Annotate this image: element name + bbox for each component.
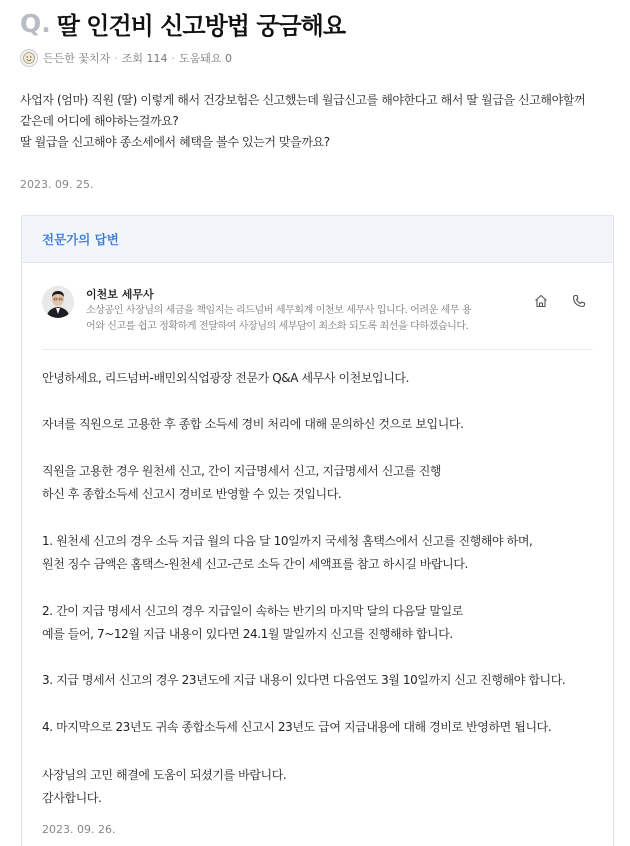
expert-description-line: 어와 신고를 쉽고 정확하게 전달하여 사장님의 세부담이 최소화 되도록 최선을 다하겠습니다. <box>86 321 469 332</box>
question-title-row <box>20 6 345 40</box>
answer-body-line: 4. 마지막으로 23년도 귀속 종합소득세 신고시 23년도 급여 지급내용에 대해 경비로 반영하면 됩니다. <box>42 720 552 734</box>
author-name[interactable]: 든든한 꽃치자 <box>43 52 111 65</box>
answer-body-line: 3. 지급 명세서 신고의 경우 23년도에 지급 내용이 있다면 다음연도 3월 10일까지 신고 진행해야 합니다. <box>42 673 566 687</box>
question-body-line: 같은데 어디에 해야하는걸까요? <box>20 114 179 128</box>
answer-card <box>21 215 614 846</box>
meta-separator: · <box>114 51 118 65</box>
answer-date: 2023. 09. 26. <box>42 823 116 836</box>
expert-avatar[interactable] <box>42 286 74 318</box>
question-title: 딸 인건비 신고방법 궁금해요 <box>56 11 346 40</box>
question-date: 2023. 09. 25. <box>20 178 94 191</box>
answer-body-line: 자녀를 직원으로 고용한 후 종합 소득세 경비 처리에 대해 문의하신 것으로 보입니다. <box>42 417 464 431</box>
answer-body-line: 감사합니다. <box>42 791 102 805</box>
expert-profile <box>42 286 593 350</box>
answer-body-line: 하신 후 종합소득세 신고시 경비로 반영할 수 있는 것입니다. <box>42 487 342 501</box>
expert-description <box>86 303 516 335</box>
answer-body-line: 원천 징수 금액은 홈택스-원천세 신고-근로 소득 간이 세액표를 참고 하시길 바랍니다. <box>42 557 468 571</box>
expert-name[interactable]: 이천보 세무사 <box>86 288 154 301</box>
user-avatar-icon[interactable] <box>20 49 38 67</box>
answer-body-line: 안녕하세요, 리드넘버-배민외식업광장 전문가 Q&A 세무사 이천보입니다. <box>42 371 410 385</box>
answer-header: 전문가의 답변 <box>22 216 613 263</box>
question-body <box>20 90 620 153</box>
answer-body-line: 예를 들어, 7~12월 지급 내용이 있다면 24.1월 말일까지 신고를 진행해햐 합니다. <box>42 627 453 641</box>
home-button[interactable] <box>530 290 552 312</box>
helpful-count[interactable]: 도움돼요 0 <box>179 52 233 65</box>
call-button[interactable] <box>568 290 590 312</box>
phone-icon <box>571 293 587 309</box>
question-body-line: 사업자 (엄마) 직원 (딸) 이렇게 해서 건강보험은 신고했는데 월급신고를 해야한다고 해서 딸 월급을 신고해야할꺼 <box>20 93 586 107</box>
expert-description-line: 소상공인 사장님의 세금을 책임지는 리드넘버 세무회계 이천보 세무사 입니다. 어려운 세무 용 <box>86 305 472 316</box>
meta-separator: · <box>171 51 176 65</box>
view-count: 조회 114 <box>121 52 168 65</box>
answer-body-line: 사장님의 고민 해결에 도움이 되셨기를 바랍니다. <box>42 768 287 782</box>
question-meta <box>20 48 232 68</box>
answer-body-line: 1. 원천세 신고의 경우 소득 지급 월의 다음 달 10일까지 국세청 홈택스에서 신고를 진행해야 하며, <box>42 534 533 548</box>
question-mark: Q. <box>20 8 51 38</box>
answer-body-line: 직원을 고용한 경우 원천세 신고, 간이 지급명세서 신고, 지급명세서 신고를 진행 <box>42 464 442 478</box>
question-body-line: 딸 월급을 신고해야 종소세에서 혜택을 볼수 있는거 맞을까요? <box>20 135 330 149</box>
answer-body-line: 2. 간이 지급 명세서 신고의 경우 지급일이 속하는 반기의 마지막 달의 다음달 말일로 <box>42 604 463 618</box>
home-icon <box>533 293 549 309</box>
